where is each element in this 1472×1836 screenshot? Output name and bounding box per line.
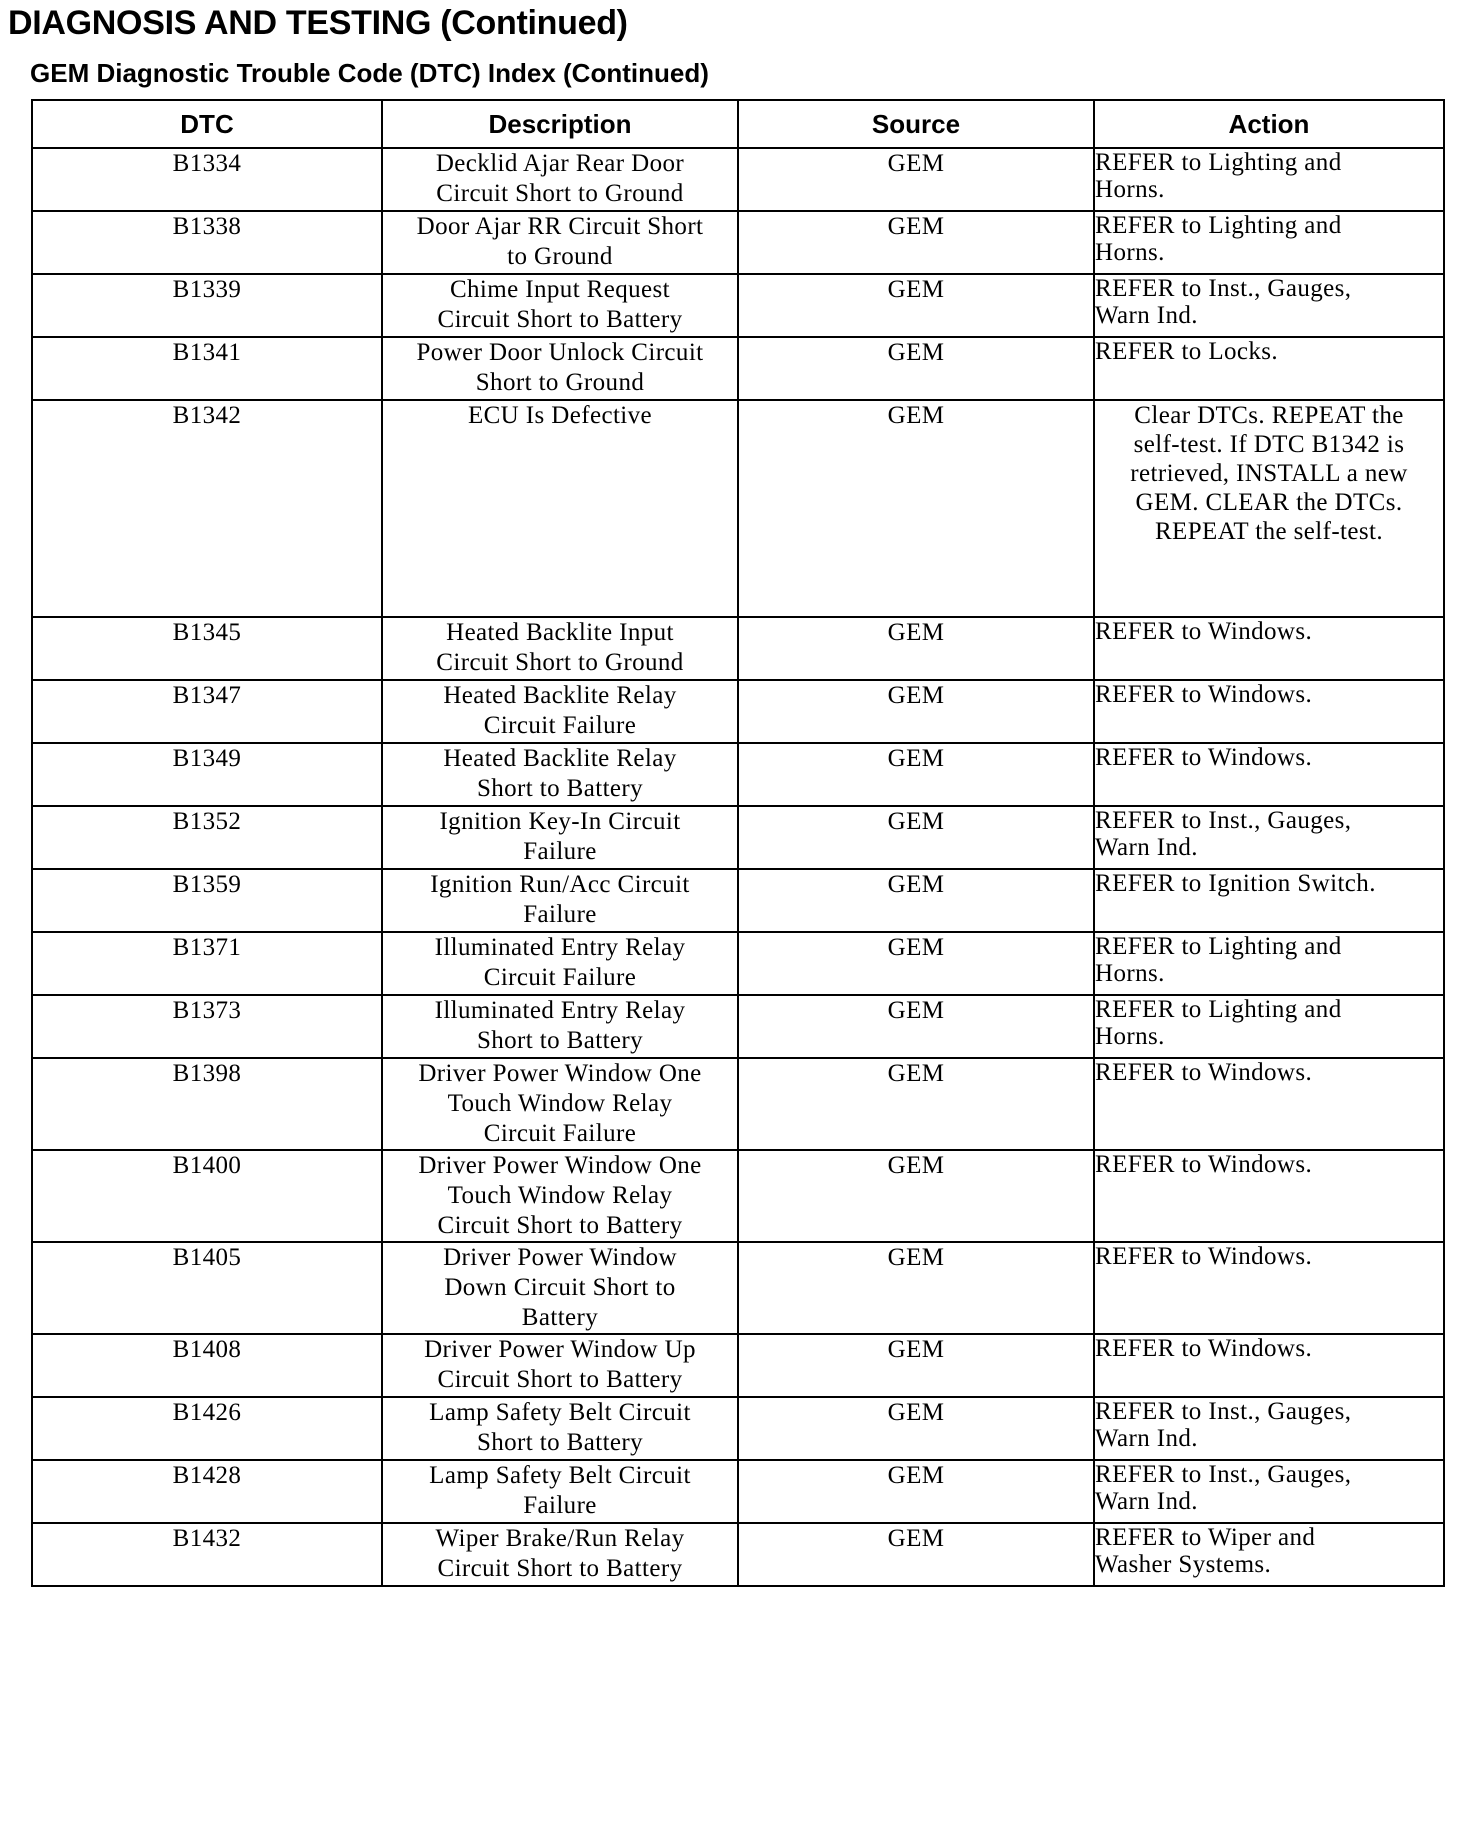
action-cell xyxy=(1094,1523,1444,1586)
action-line: REFER to Windows. xyxy=(1095,1059,1313,1086)
description-cell xyxy=(382,1242,738,1334)
dtc-code-cell: B1342 xyxy=(32,400,382,617)
source-cell: GEM xyxy=(738,617,1094,680)
action-line: REFER to Windows. xyxy=(1095,618,1313,645)
description-cell xyxy=(382,274,738,337)
description-line: Ignition Run/Acc Circuit xyxy=(430,871,690,898)
action-line: REFER to Windows. xyxy=(1095,1151,1313,1178)
description-line: Door Ajar RR Circuit Short xyxy=(416,213,704,240)
table-row xyxy=(32,617,1444,680)
description-cell xyxy=(382,1460,738,1523)
action-cell xyxy=(1094,869,1444,932)
action-line: GEM. CLEAR the DTCs. xyxy=(1135,489,1403,516)
table-row xyxy=(32,1242,1444,1334)
description-line: Circuit Failure xyxy=(483,964,637,991)
action-line: REFER to Inst., Gauges, xyxy=(1095,275,1352,302)
dtc-code-cell: B1371 xyxy=(32,932,382,995)
description-cell xyxy=(382,617,738,680)
description-line: Driver Power Window xyxy=(443,1244,677,1271)
action-cell xyxy=(1094,1058,1444,1150)
source-cell: GEM xyxy=(738,1058,1094,1150)
description-cell xyxy=(382,211,738,274)
action-cell xyxy=(1094,211,1444,274)
action-cell xyxy=(1094,1397,1444,1460)
source-cell: GEM xyxy=(738,400,1094,617)
dtc-code-cell: B1398 xyxy=(32,1058,382,1150)
action-line: Clear DTCs. REPEAT the xyxy=(1134,402,1404,429)
description-cell xyxy=(382,995,738,1058)
action-line: REFER to Windows. xyxy=(1095,681,1313,708)
action-line: Warn Ind. xyxy=(1095,834,1198,861)
table-row xyxy=(32,1150,1444,1242)
description-line: Ignition Key-In Circuit xyxy=(439,808,681,835)
dtc-code-cell: B1334 xyxy=(32,148,382,211)
description-line: Driver Power Window One xyxy=(418,1060,702,1087)
action-line: REFER to Wiper and xyxy=(1095,1524,1316,1551)
dtc-index-table xyxy=(31,99,1445,1587)
table-row xyxy=(32,274,1444,337)
table-row xyxy=(32,148,1444,211)
action-line: REFER to Inst., Gauges, xyxy=(1095,1398,1352,1425)
source-cell: GEM xyxy=(738,1397,1094,1460)
column-header-source: Source xyxy=(738,100,1094,148)
page-title: DIAGNOSIS AND TESTING (Continued) xyxy=(8,4,628,42)
description-line: Lamp Safety Belt Circuit xyxy=(429,1399,691,1426)
source-cell: GEM xyxy=(738,680,1094,743)
description-line: Touch Window Relay xyxy=(447,1090,673,1117)
action-line: REFER to Inst., Gauges, xyxy=(1095,807,1352,834)
source-cell: GEM xyxy=(738,869,1094,932)
description-line: Down Circuit Short to xyxy=(444,1274,676,1301)
dtc-code-cell: B1352 xyxy=(32,806,382,869)
description-cell xyxy=(382,148,738,211)
action-cell xyxy=(1094,1460,1444,1523)
action-line: REFER to Lighting and xyxy=(1095,149,1342,176)
source-cell: GEM xyxy=(738,148,1094,211)
description-line: Lamp Safety Belt Circuit xyxy=(429,1462,691,1489)
dtc-code-cell: B1339 xyxy=(32,274,382,337)
action-line: REFER to Lighting and xyxy=(1095,212,1342,239)
description-line: Chime Input Request xyxy=(449,276,671,303)
description-line: Driver Power Window Up xyxy=(424,1336,696,1363)
description-cell xyxy=(382,337,738,400)
description-line: Circuit Short to Ground xyxy=(436,649,684,676)
action-cell xyxy=(1094,617,1444,680)
action-cell xyxy=(1094,995,1444,1058)
source-cell: GEM xyxy=(738,806,1094,869)
table-row xyxy=(32,932,1444,995)
action-line: Horns. xyxy=(1095,239,1165,266)
description-line: Heated Backlite Relay xyxy=(443,745,677,772)
action-cell xyxy=(1094,680,1444,743)
action-line: REFER to Locks. xyxy=(1095,338,1279,365)
table-row xyxy=(32,743,1444,806)
table-row xyxy=(32,1397,1444,1460)
description-line: Touch Window Relay xyxy=(447,1182,673,1209)
dtc-code-cell: B1338 xyxy=(32,211,382,274)
action-cell xyxy=(1094,806,1444,869)
dtc-code-cell: B1349 xyxy=(32,743,382,806)
description-cell xyxy=(382,743,738,806)
table-header-row xyxy=(32,100,1444,148)
description-cell xyxy=(382,869,738,932)
description-line: Wiper Brake/Run Relay xyxy=(435,1525,685,1552)
action-line: Warn Ind. xyxy=(1095,302,1198,329)
description-cell xyxy=(382,1397,738,1460)
action-cell xyxy=(1094,932,1444,995)
description-line: Circuit Short to Battery xyxy=(437,1555,683,1582)
source-cell: GEM xyxy=(738,1150,1094,1242)
dtc-code-cell: B1359 xyxy=(32,869,382,932)
description-line: Illuminated Entry Relay xyxy=(434,997,686,1024)
source-cell: GEM xyxy=(738,1242,1094,1334)
description-line: Circuit Short to Battery xyxy=(437,306,683,333)
description-cell xyxy=(382,1523,738,1586)
column-header-action: Action xyxy=(1094,100,1444,148)
description-line: Power Door Unlock Circuit xyxy=(416,339,704,366)
source-cell: GEM xyxy=(738,1460,1094,1523)
action-cell xyxy=(1094,1334,1444,1397)
action-line: self-test. If DTC B1342 is xyxy=(1133,431,1405,458)
description-line: Illuminated Entry Relay xyxy=(434,934,686,961)
description-line: Circuit Short to Battery xyxy=(437,1366,683,1393)
dtc-code-cell: B1400 xyxy=(32,1150,382,1242)
description-cell xyxy=(382,1150,738,1242)
dtc-code-cell: B1347 xyxy=(32,680,382,743)
dtc-code-cell: B1373 xyxy=(32,995,382,1058)
table-row xyxy=(32,806,1444,869)
source-cell: GEM xyxy=(738,932,1094,995)
action-cell xyxy=(1094,274,1444,337)
action-line: REFER to Lighting and xyxy=(1095,933,1342,960)
action-line: Horns. xyxy=(1095,960,1165,987)
table-row xyxy=(32,400,1444,617)
action-line: Warn Ind. xyxy=(1095,1425,1198,1452)
table-row xyxy=(32,1334,1444,1397)
description-line: Short to Battery xyxy=(476,1429,644,1456)
action-line: REFER to Windows. xyxy=(1095,1243,1313,1270)
dtc-code-cell: B1426 xyxy=(32,1397,382,1460)
action-line: retrieved, INSTALL a new xyxy=(1130,460,1408,487)
description-cell xyxy=(382,680,738,743)
description-line: Short to Battery xyxy=(476,1027,644,1054)
description-line: Heated Backlite Input xyxy=(446,619,674,646)
dtc-code-cell: B1428 xyxy=(32,1460,382,1523)
column-header-description: Description xyxy=(382,100,738,148)
description-line: to Ground xyxy=(507,243,613,270)
source-cell: GEM xyxy=(738,211,1094,274)
description-line: Driver Power Window One xyxy=(418,1152,702,1179)
description-line: Circuit Short to Ground xyxy=(436,180,684,207)
action-line: Horns. xyxy=(1095,176,1165,203)
section-subtitle: GEM Diagnostic Trouble Code (DTC) Index (Continued) xyxy=(30,58,709,88)
table-body xyxy=(32,148,1444,1586)
action-line: Washer Systems. xyxy=(1095,1551,1272,1578)
table-row xyxy=(32,1523,1444,1586)
description-cell xyxy=(382,806,738,869)
table-row xyxy=(32,211,1444,274)
action-line: REFER to Lighting and xyxy=(1095,996,1342,1023)
dtc-code-cell: B1405 xyxy=(32,1242,382,1334)
description-line: Circuit Short to Battery xyxy=(437,1212,683,1239)
dtc-code-cell: B1408 xyxy=(32,1334,382,1397)
description-cell xyxy=(382,1334,738,1397)
action-line: REFER to Windows. xyxy=(1095,1335,1313,1362)
description-cell xyxy=(382,1058,738,1150)
action-line: Horns. xyxy=(1095,1023,1165,1050)
action-cell xyxy=(1094,337,1444,400)
source-cell: GEM xyxy=(738,337,1094,400)
action-line: REPEAT the self-test. xyxy=(1154,518,1384,545)
action-cell xyxy=(1094,1242,1444,1334)
source-cell: GEM xyxy=(738,1334,1094,1397)
description-line: Decklid Ajar Rear Door xyxy=(435,150,685,177)
table-row xyxy=(32,680,1444,743)
source-cell: GEM xyxy=(738,743,1094,806)
table-row xyxy=(32,869,1444,932)
table-row xyxy=(32,995,1444,1058)
action-cell xyxy=(1094,400,1444,617)
description-line: Failure xyxy=(523,901,597,928)
dtc-code-cell: B1341 xyxy=(32,337,382,400)
description-line: Short to Ground xyxy=(475,369,645,396)
description-line: Circuit Failure xyxy=(483,712,637,739)
action-cell xyxy=(1094,1150,1444,1242)
action-line: Warn Ind. xyxy=(1095,1488,1198,1515)
action-cell xyxy=(1094,743,1444,806)
description-line: Battery xyxy=(521,1304,599,1331)
dtc-code-cell: B1432 xyxy=(32,1523,382,1586)
table-row xyxy=(32,337,1444,400)
column-header-dtc: DTC xyxy=(32,100,382,148)
description-line: ECU Is Defective xyxy=(467,402,653,429)
description-cell xyxy=(382,932,738,995)
table-row xyxy=(32,1460,1444,1523)
dtc-code-cell: B1345 xyxy=(32,617,382,680)
source-cell: GEM xyxy=(738,274,1094,337)
action-line: REFER to Ignition Switch. xyxy=(1095,870,1376,897)
action-cell xyxy=(1094,148,1444,211)
table-row xyxy=(32,1058,1444,1150)
description-line: Heated Backlite Relay xyxy=(443,682,677,709)
description-line: Failure xyxy=(523,1492,597,1519)
description-line: Circuit Failure xyxy=(483,1120,637,1147)
description-line: Failure xyxy=(523,838,597,865)
description-line: Short to Battery xyxy=(476,775,644,802)
source-cell: GEM xyxy=(738,995,1094,1058)
action-line: REFER to Inst., Gauges, xyxy=(1095,1461,1352,1488)
description-cell xyxy=(382,400,738,617)
source-cell: GEM xyxy=(738,1523,1094,1586)
action-line: REFER to Windows. xyxy=(1095,744,1313,771)
